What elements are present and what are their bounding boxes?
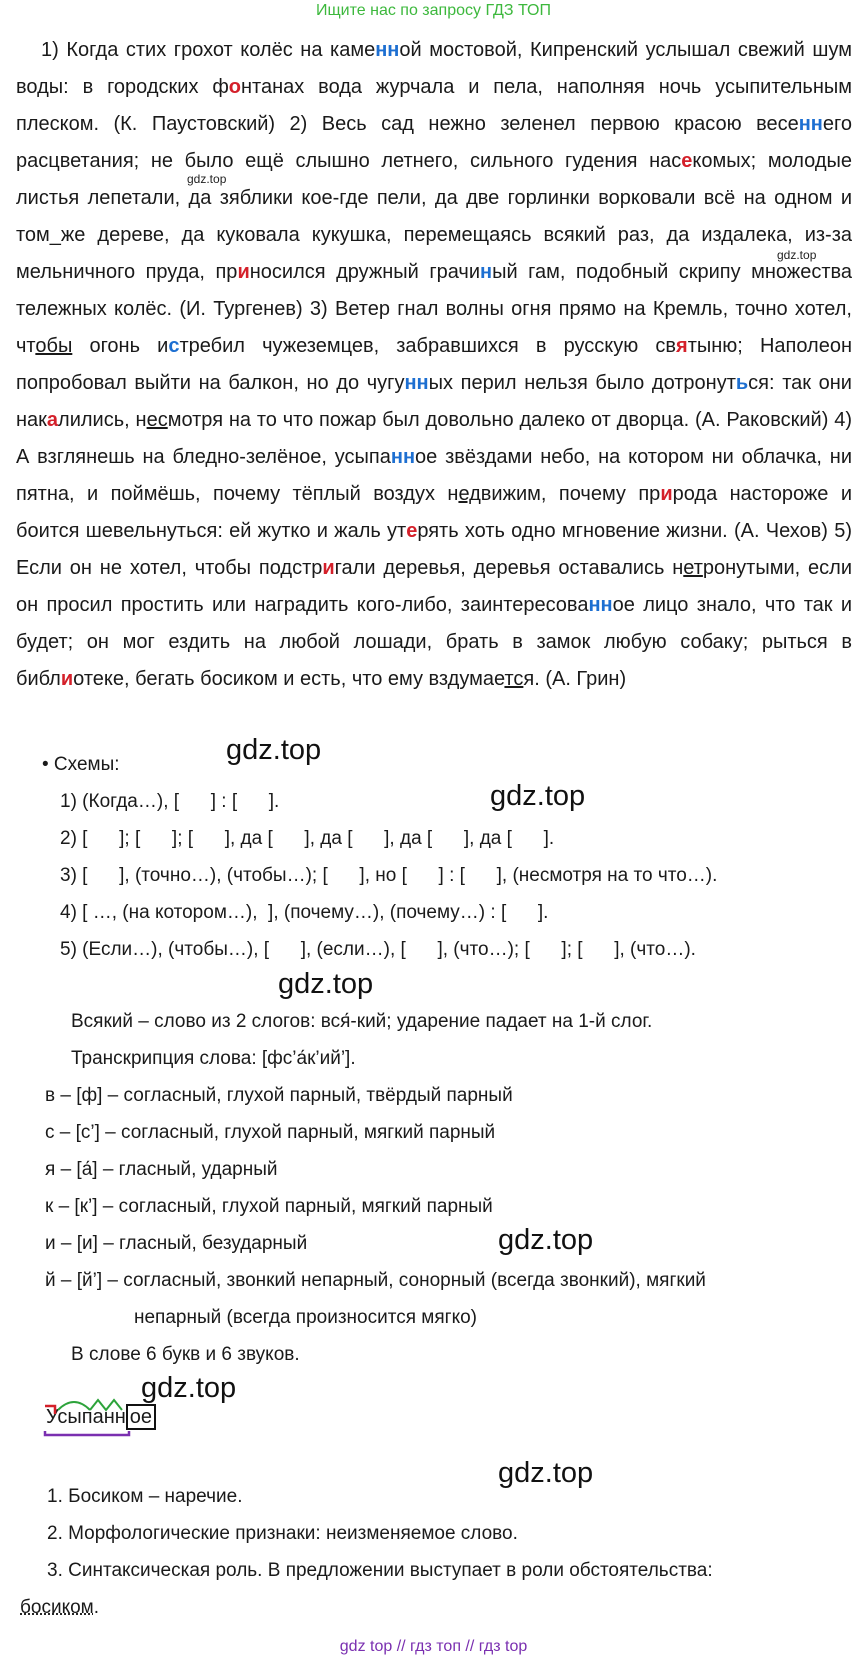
text-run: его расцветания; не было ещё слышно летнего, сильного гудения нас: [16, 113, 852, 172]
highlight-blue: нн: [588, 594, 613, 616]
sentence-schemes: [42, 746, 717, 968]
word-structure-parse: [46, 1406, 156, 1436]
text-run: ся: так они нак: [16, 372, 852, 431]
text-run: огонь и: [72, 335, 169, 357]
morph-item: 2. Морфологические признаки: неизменяемое слово.: [47, 1523, 518, 1544]
schemes-header: • Схемы:: [42, 754, 120, 775]
text-run: вижим, почему пр: [480, 483, 661, 505]
highlight-blue: с: [168, 335, 180, 357]
underlined-word: босиком: [20, 1597, 94, 1618]
scheme-row: 5) (Если…), (чтобы…), [ ], (если…), [ ], (что…); [ ]; [ ], (что…).: [60, 939, 696, 960]
letter-row: и – [и] – гласный, безударный: [45, 1233, 308, 1254]
letter-row-continued: непарный (всегда произносится мягко): [134, 1307, 477, 1328]
letter-row: й – [й’] – согласный, звонкий непарный, сонорный (всегда звонкий), мягкий: [45, 1270, 706, 1291]
highlight-red: о: [228, 76, 242, 98]
word-ending: ое: [126, 1404, 156, 1430]
watermark-large: gdz.top: [226, 734, 322, 766]
text-run: .: [93, 1597, 99, 1618]
text-run: я. (А. Грин): [523, 668, 627, 690]
morph-item: 3. Синтаксическая роль. В предложении выступает в роли обстоятельства:: [47, 1560, 713, 1581]
highlight-red: и: [237, 261, 250, 283]
text-run: комых; молодые листья лепетали, да зяблики кое-где пели, да две горлинки ворковали всё на одном и том_же дереве, да куковала кукушка, перемещаясь всякий раз, да издалека, из-за мельничного пруда, пр: [16, 150, 852, 283]
watermark-large: gdz.top: [498, 1457, 594, 1489]
scheme-row: 2) [ ]; [ ]; [ ], да [ ], да [ ], да [ ], да [ ].: [60, 828, 555, 849]
root-arc: [58, 1402, 90, 1410]
exercise-text: [16, 32, 852, 698]
text-run: гали деревья, деревья оставались н: [334, 557, 684, 579]
phonetic-analysis: [45, 1003, 845, 1373]
highlight-red: и: [660, 483, 673, 505]
suffix-mark: [90, 1400, 122, 1410]
highlight-blue: ь: [735, 372, 749, 394]
watermark-large: gdz.top: [498, 1224, 594, 1256]
scheme-row: 4) [ …, (на котором…), ], (почему…), (почему…) : [ ].: [60, 902, 549, 923]
watermark-large: gdz.top: [141, 1372, 237, 1404]
transcription-line: Транскрипция слова: [фс’а́к’ий’].: [71, 1048, 356, 1069]
underlined-run: ет: [683, 557, 703, 579]
watermark-small: gdz.top: [777, 248, 817, 262]
text-run: нтанах вода журчала и пела, наполняя ночь усыпительным плеском. (К. Паустовский) 2) Весь сад нежно зеленел первою красою весе: [16, 76, 852, 135]
watermark-large: gdz.top: [278, 968, 374, 1000]
text-run: отеке, бегать босиком и есть, что ему вздумае: [73, 668, 505, 690]
underlined-run: тс: [504, 668, 524, 690]
letter-row: в – [ф] – согласный, глухой парный, твёрдый парный: [45, 1085, 513, 1106]
text-run: ой мостовой, Кипренский услышал свежий шум воды: в городских ф: [16, 39, 852, 98]
top-watermark-banner: Ищите нас по запросу ГДЗ ТОП: [316, 2, 551, 19]
highlight-blue: нн: [798, 113, 823, 135]
text-run: требил чужеземцев, забравшихся в русскую св: [179, 335, 677, 357]
text-run: мотря на то что пожар был довольно далеко от дворца. (А. Раковский) 4) А взглянешь на бледно-зелёное, усыпа: [16, 409, 852, 468]
scheme-row: 3) [ ], (точно…), (чтобы…); [ ], но [ ] : [ ], (несмотря на то что…).: [60, 865, 718, 886]
paragraph: [16, 32, 852, 698]
underlined-run: обы: [35, 335, 73, 357]
highlight-red: я: [676, 335, 688, 357]
letter-row: к – [к’] – согласный, глухой парный, мягкий парный: [45, 1196, 493, 1217]
highlight-blue: нн: [375, 39, 400, 61]
word-rest: сыпанн: [57, 1406, 126, 1428]
text-run: ый гам, подобный скрипу множества тележных колёс. (И. Тургенев) 3) Ветер гнал волны огня прямо на Кремль, точно хотел, чт: [16, 261, 853, 357]
morpheme-marks: [44, 1392, 164, 1438]
watermark-small: gdz.top: [187, 172, 227, 186]
text-run: 1) Когда стих грохот колёс на каме: [41, 39, 376, 61]
watermark-large: gdz.top: [490, 780, 586, 812]
highlight-red: е: [406, 520, 418, 542]
text-run: тыню; Наполеон попробовал выйти на балкон, но до чугу: [16, 335, 852, 394]
footer-watermark: gdz top // гдз топ // гдз top: [339, 1638, 528, 1655]
underlined-run: ед: [458, 483, 481, 505]
stem-mark: [45, 1431, 129, 1435]
prefix-mark: [45, 1406, 55, 1414]
morph-item-continued: [20, 1589, 854, 1626]
text-run: ое звёздами небо, на котором ни облачка, ни пятна, и поймёшь, почему тёплый воздух н: [16, 446, 852, 505]
scheme-row: 1) (Когда…), [ ] : [ ].: [60, 791, 280, 812]
morph-item: 1. Босиком – наречие.: [47, 1486, 243, 1507]
text-run: рять хоть одно мгновение жизни. (А. Чехов) 5) Если он не хотел, чтобы подстр: [16, 520, 852, 579]
highlight-red: е: [681, 150, 693, 172]
text-run: ых перил нельзя было дотронут: [428, 372, 736, 394]
text-run: ронутыми, если он просил простить или наградить кого-либо, заинтересова: [16, 557, 853, 616]
word-prefix: У: [46, 1406, 58, 1428]
morphological-analysis: [18, 1478, 854, 1626]
text-run: рода настороже и боится шевельнуться: ей жутко и жаль ут: [16, 483, 852, 542]
text-run: ое лицо знало, что так и будет; он мог ездить на любой лошади, брать в замок любую собаку; рыться в библ: [16, 594, 852, 690]
text-run: носился дружный грачи: [249, 261, 481, 283]
highlight-red: а: [46, 409, 59, 431]
highlight-blue: нн: [404, 372, 429, 394]
letter-row: с – [с’] – согласный, глухой парный, мягкий парный: [45, 1122, 496, 1143]
highlight-red: и: [322, 557, 335, 579]
letter-row: я – [а́] – гласный, ударный: [45, 1159, 278, 1180]
highlight-red: и: [60, 668, 74, 690]
highlight-blue: н: [480, 261, 493, 283]
syllable-line: Всякий – слово из 2 слогов: вся́-кий; ударение падает на 1-й слог.: [71, 1011, 653, 1032]
underlined-run: ес: [146, 409, 168, 431]
summary-line: В слове 6 букв и 6 звуков.: [71, 1344, 300, 1365]
text-run: лились, н: [58, 409, 147, 431]
highlight-blue: нн: [390, 446, 416, 468]
